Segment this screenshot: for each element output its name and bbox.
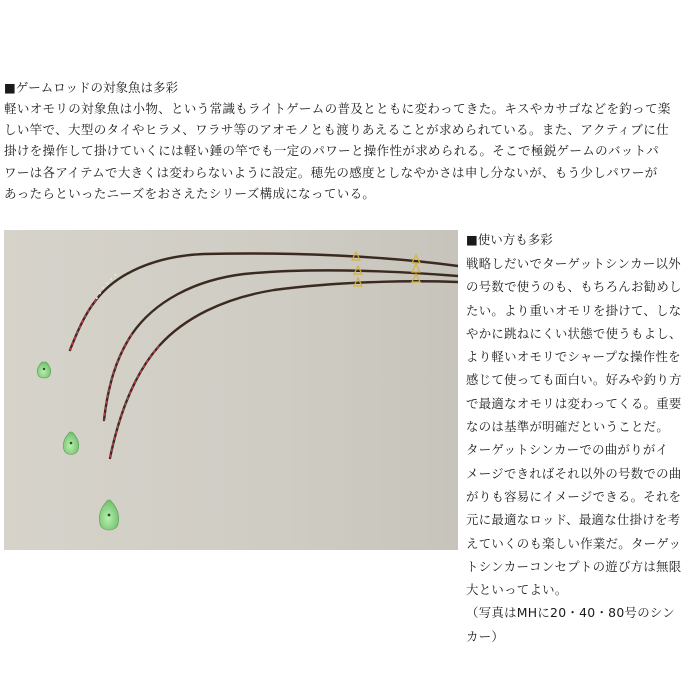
rod-bend-photo [4, 230, 458, 550]
usage-line: の号数で使うのも、もちろんお勧めし [466, 279, 682, 295]
intro-line: 軽いオモリの対象魚は小物、という常識もライトゲームの普及とともに変わってきた。キスやカサゴなどを釣って楽 [4, 101, 671, 116]
usage-line: カー） [466, 628, 505, 644]
usage-line: たい。より重いオモリを掛けて、しな [466, 302, 682, 318]
usage-line: ターゲットシンカーでの曲がりがイ [466, 442, 669, 458]
rod-bend-illustration [4, 230, 458, 550]
usage-line: で最適なオモリは変わってくる。重要 [466, 395, 682, 411]
intro-line: しい竿で、大型のタイやヒラメ、ワラサ等のアオモノとも渡りあえることが求められている。また、アクティブに仕 [4, 122, 669, 138]
intro-heading: ■ゲームロッドの対象魚は多彩 [4, 80, 179, 95]
intro-section [4, 80, 694, 204]
usage-line: メージできればそれ以外の号数での曲 [466, 465, 682, 481]
usage-line: やかに跳ねにくい状態で使うもよし、 [466, 325, 682, 341]
usage-line: トシンカーコンセプトの遊び方は無限 [466, 558, 682, 574]
usage-line: より軽いオモリでシャープな操作性を [466, 349, 681, 365]
intro-line: 掛けを操作して掛けていくには軽い錘の竿でも一定のパワーと操作性が求められる。そこで極鋭ゲームのバットパ [4, 143, 660, 159]
usage-line: 戦略しだいでターゲットシンカー以外 [466, 256, 681, 271]
intro-line: あったらといったニーズをおさえたシリーズ構成になっている。 [4, 185, 376, 201]
usage-line: 元に最適なロッド、最適な仕掛けを考 [466, 512, 681, 528]
usage-line: がりも容易にイメージできる。それを [466, 488, 682, 504]
usage-section [466, 232, 696, 648]
usage-line: （写真はMHに20・40・80号のシン [466, 605, 675, 621]
usage-line: なのは基準が明確だということだ。 [466, 419, 670, 435]
usage-line: 感じて使っても面白い。好みや釣り方 [466, 372, 682, 388]
usage-heading: ■使い方も多彩 [466, 232, 553, 247]
usage-line: えていくのも楽しい作業だ。ターゲッ [466, 535, 682, 551]
usage-line: 大といってよい。 [466, 582, 568, 598]
intro-line: ワーは各アイテムで大きくは変わらないように設定。穂先の感度としなやかさは申し分ないが、もう少しパワーが [4, 164, 658, 180]
photo-background [4, 230, 458, 550]
